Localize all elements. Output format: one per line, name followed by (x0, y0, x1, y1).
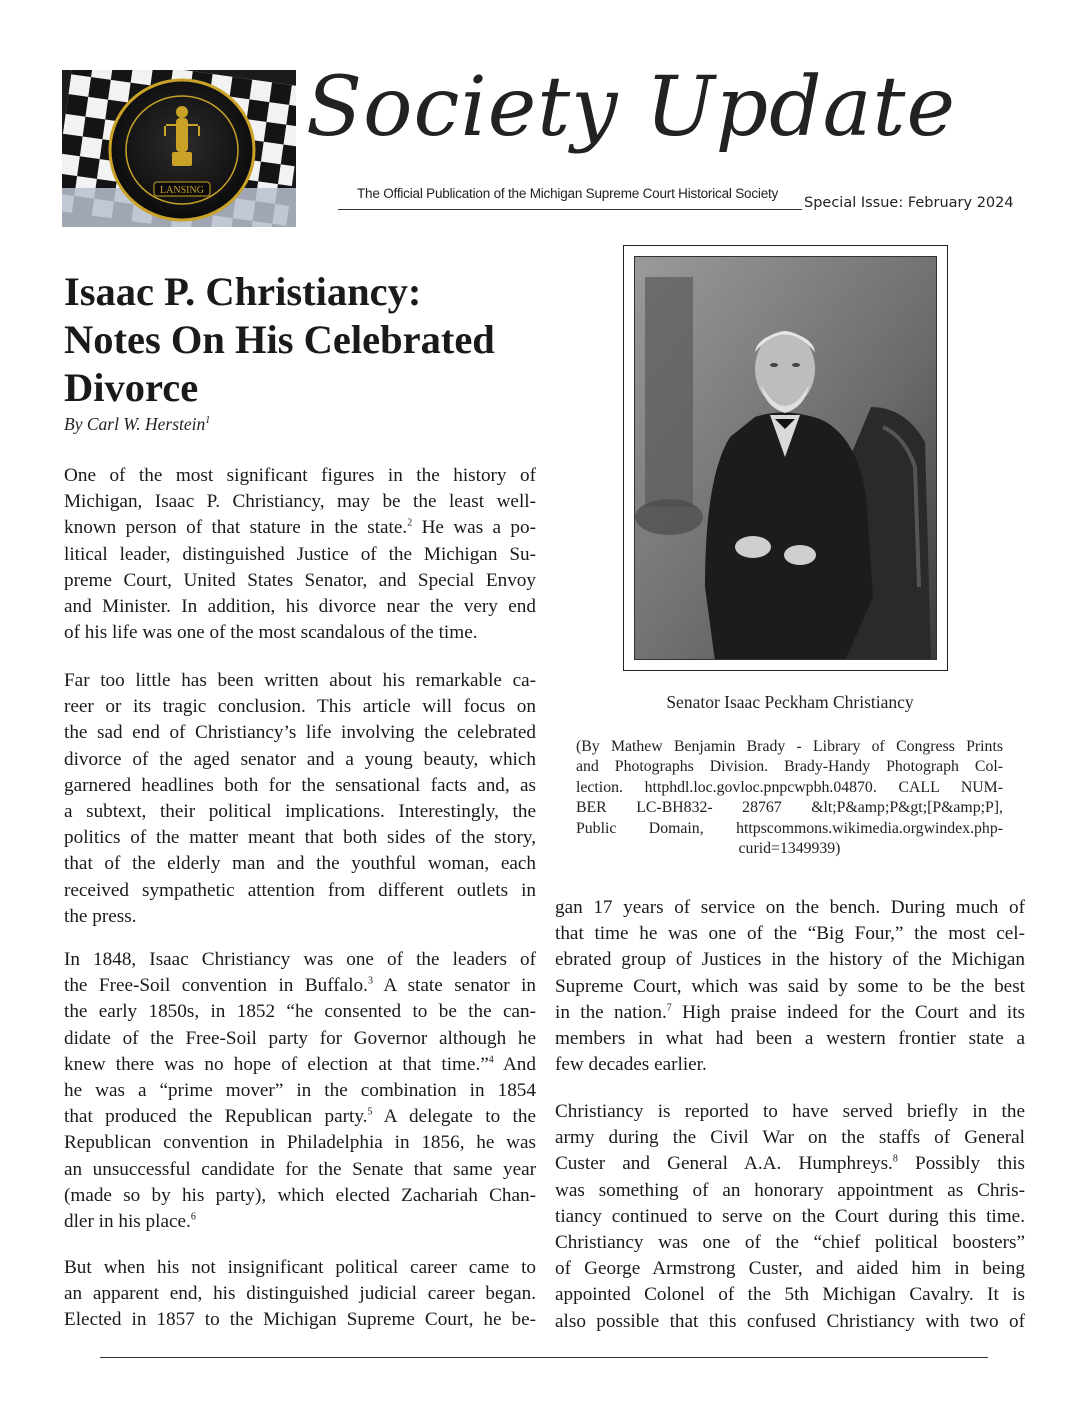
text-segment: the Free-Soil convention in Buffalo. (64, 975, 368, 997)
text-line: One of the most significant figures in the history of (64, 465, 536, 486)
text-line: of his life was one of the most scandalous of the time. (64, 622, 478, 644)
article-title (64, 268, 564, 412)
footnote-ref: 1 (205, 415, 211, 427)
text-segment: in the nation. (555, 1001, 667, 1023)
masthead-rule (338, 209, 802, 210)
text-line: and Minister. In addition, his divorce near the very end (64, 596, 536, 618)
portrait-photo-frame (623, 245, 948, 671)
masthead-title: Society Update (306, 60, 957, 155)
col1-paragraph-1 (64, 463, 536, 646)
text-segment: Possibly this (897, 1153, 1025, 1175)
text-segment: He was a po- (412, 517, 536, 539)
text-line: tiancy continued to serve on the Court during this time. (555, 1205, 1025, 1227)
text-line: the press. (64, 905, 137, 927)
text-line: appointed Colonel of the 5th Michigan Cavalry. It is (555, 1284, 1025, 1306)
footnote-ref: 5 (367, 1106, 373, 1118)
col1-paragraph-3 (64, 947, 536, 1235)
footnote-ref: 3 (367, 975, 373, 987)
text-line: Republican convention in Philadelphia in 1856, he was (64, 1132, 536, 1154)
svg-text:LANSING: LANSING (160, 185, 204, 196)
seal-icon (62, 70, 296, 227)
text-line: preme Court, United States Senator, and Special Envoy (64, 569, 536, 591)
text-line: Far too little has been written about his remarkable ca- (64, 670, 536, 691)
text-line: (made so by his party), which elected Zachariah Chan- (64, 1184, 536, 1206)
text-segment: knew there was no hope of election at that time.” (64, 1053, 489, 1075)
text-segment: known person of that stature in the state. (64, 517, 408, 539)
text-segment: that produced the Republican party. (64, 1106, 368, 1128)
text-line: didate of the Free-Soil party for Governor although he (64, 1027, 536, 1049)
footnote-ref: 2 (407, 518, 413, 530)
portrait-illustration-icon (635, 257, 937, 660)
text-line: the early 1850s, in 1852 “he consented to be the can- (64, 1001, 536, 1023)
credit-line: BER LC-BH832- 28767 &lt;P&amp;P&gt;[P&amp;P], (576, 799, 1003, 817)
text-line: Christiancy was one of the “chief political boosters” (555, 1232, 1025, 1254)
credit-line: (By Mathew Benjamin Brady - Library of Congress Prints (576, 738, 1003, 755)
text-line: garnered headlines both for the sensational facts and, as (64, 774, 536, 796)
text-line: an unsuccessful candidate for the Senate that same year (64, 1158, 536, 1180)
text-line: that of the elderly man and the youthful woman, each (64, 853, 536, 875)
credit-line: Public Domain, httpscommons.wikimedia.orgwindex.php- (576, 819, 1003, 837)
text-segment: A state senator in (372, 975, 536, 997)
credit-line: curid=1349939) (738, 840, 841, 858)
col1-paragraph-4 (64, 1255, 536, 1334)
footnote-ref: 6 (190, 1211, 196, 1223)
photo-credit (576, 737, 1003, 859)
text-line (555, 1000, 1025, 1026)
article-title-line: Divorce (64, 365, 199, 410)
text-line: litical leader, distinguished Justice of the Michigan Su- (64, 543, 536, 565)
byline (64, 413, 464, 435)
text-segment: High praise indeed for the Court and its (671, 1001, 1026, 1023)
text-line: received sympathetic attention from different outlets in (64, 879, 536, 901)
text-line: divorce of the aged senator and a young beauty, which (64, 748, 536, 770)
footnote-ref: 8 (892, 1154, 898, 1166)
text-line: of George Armstrong Custer, and aided him in being (555, 1258, 1025, 1280)
text-line: was something of an honorary appointment as Chris- (555, 1179, 1025, 1201)
text-line: politics of the matter meant that both sides of the story, (64, 827, 536, 849)
text-line: Michigan, Isaac P. Christiancy, may be the least well- (64, 491, 536, 513)
portrait-photo (634, 256, 937, 660)
footnote-ref: 7 (666, 1002, 672, 1014)
text-segment: A delegate to the (372, 1106, 536, 1128)
text-line: In 1848, Isaac Christiancy was one of the leaders of (64, 949, 536, 970)
credit-line: lection. httphdl.loc.govloc.pnpcwpbh.04870. CALL NUM- (576, 778, 1003, 796)
article-title-line: Notes On His Celebrated (64, 317, 495, 362)
text-line: reer or its tragic conclusion. This article will focus on (64, 696, 536, 718)
text-line (64, 1209, 536, 1235)
text-line (555, 1151, 1025, 1177)
text-line: members in what had been a western frontier state a (555, 1028, 1025, 1050)
col1-paragraph-2 (64, 668, 536, 930)
masthead-tagline: The Official Publication of the Michigan Supreme Court Historical Society (357, 186, 779, 201)
article-title-line: Isaac P. Christiancy: (64, 269, 422, 314)
col2-paragraph-2 (555, 1099, 1025, 1335)
text-line (64, 1052, 536, 1078)
text-line: Supreme Court, which was said by some to be the best (555, 975, 1025, 997)
byline-text: By Carl W. Herstein (64, 414, 206, 434)
text-segment: Custer and General A.A. Humphreys. (555, 1153, 893, 1175)
credit-line: and Photographs Division. Brady-Handy Photograph Col- (576, 758, 1003, 776)
text-line (64, 973, 536, 999)
text-line: But when his not insignificant political career came to (64, 1257, 536, 1278)
text-segment: And (493, 1053, 536, 1075)
text-line: also possible that this confused Christiancy with two of (555, 1310, 1025, 1332)
issue-label: Special Issue: February 2024 (804, 195, 1014, 211)
footnote-ref: 4 (488, 1054, 494, 1066)
text-line: Christiancy is reported to have served briefly in the (555, 1101, 1025, 1122)
text-line: Elected in 1857 to the Michigan Supreme Court, he be- (64, 1309, 536, 1331)
text-line: ebrated group of Justices in the history of the Michigan (555, 949, 1025, 971)
text-line (64, 515, 536, 541)
col2-paragraph-1 (555, 895, 1025, 1078)
text-line: gan 17 years of service on the bench. During much of (555, 897, 1025, 918)
text-line: he was a “prime mover” in the combination in 1854 (64, 1080, 536, 1102)
bottom-rule (100, 1357, 988, 1358)
text-segment: dler in his place. (64, 1211, 191, 1233)
photo-caption: Senator Isaac Peckham Christiancy (666, 692, 914, 712)
society-seal-logo (62, 70, 296, 227)
text-line: an apparent end, his distinguished judicial career began. (64, 1283, 536, 1305)
text-line: a subtext, their political implications. Interestingly, the (64, 801, 536, 823)
text-line (64, 1104, 536, 1130)
text-line: few decades earlier. (555, 1054, 707, 1076)
text-line: the sad end of Christiancy’s life involving the celebrated (64, 722, 536, 744)
text-line: army during the Civil War on the staffs of General (555, 1127, 1025, 1149)
text-line: that time he was one of the “Big Four,” the most cel- (555, 923, 1025, 945)
